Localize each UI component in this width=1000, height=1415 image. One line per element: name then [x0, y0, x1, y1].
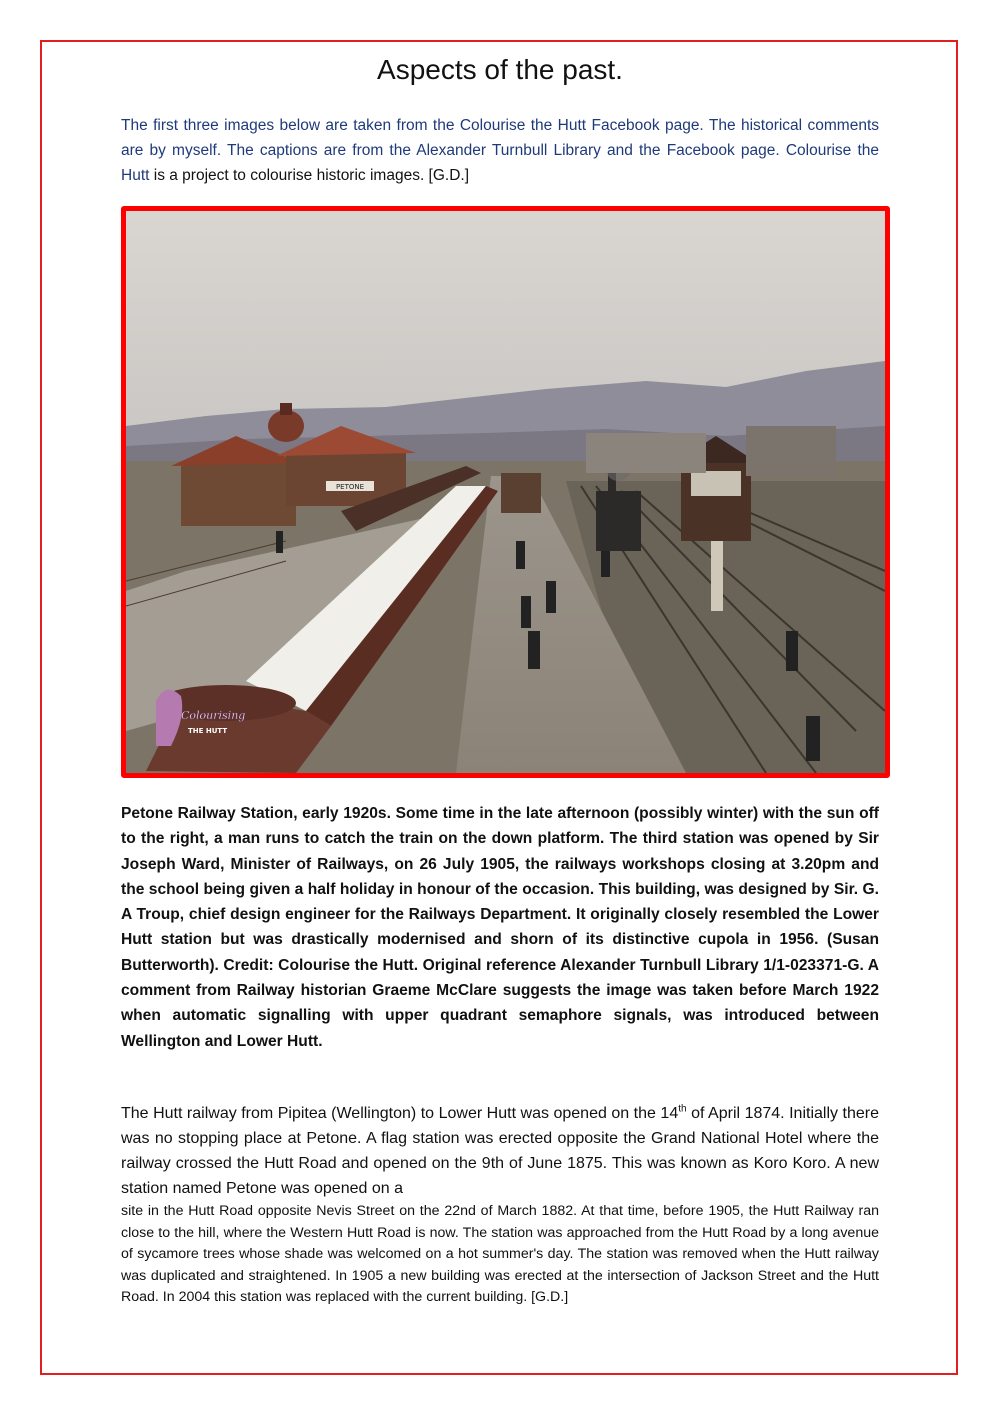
intro-text-end: is a project to colourise historic images. [G.D.] [149, 167, 470, 184]
photo-caption: Petone Railway Station, early 1920s. Some time in the late afternoon (possibly winter) with the sun off to the right, a man runs to catch the train on the down platform. The third station was opened by Sir Joseph Ward, Minister of Railways, on 26 July 1905, the railways workshops closing at 3.20pm and the school being given a half holiday in honour of the occasion. This building, was designed by Sir. G. A Troup, chief design engineer for the Railways Department. It originally closely resembled the Lower Hutt station but was drastically modernised and shorn of its distinctive cupola in 1956. (Susan Butterworth). Credit: Colourise the Hutt. Original reference Alexander Turnbull Library 1/1-023371-G. A comment from Railway historian Graeme McClare suggests the image was taken before March 1922 when automatic signalling with upper quadrant semaphore signals, was introduced between Wellington and Lower Hutt. [121, 805, 879, 1050]
intro-paragraph [121, 113, 879, 188]
petone-station-photo-illustration [126, 211, 885, 773]
station-sign: PETONE [335, 483, 365, 491]
page-title: Aspects of the past. [377, 54, 623, 85]
history-text [121, 1101, 879, 1309]
history-paragraph-1: The Hutt railway from Pipitea (Wellington) to Lower Hutt was opened on the 14th of April 1874. Initially there was no stopping place at Petone. A flag station was erected opposite the Grand National Hotel where the railway crossed the Hutt Road and opened on the 9th of June 1875. This was known as Koro Koro. A new station named Petone was opened on a [121, 1103, 879, 1197]
svg-text:THE HUTT: THE HUTT [188, 727, 228, 735]
intro-text: The first three images below are taken from the Colourise the Hutt Facebook page. The historical comments are by myself. The captions are from the Alexander Turnbull Library and the Facebook page. Colourise the Hutt [121, 117, 879, 184]
station-photo [121, 206, 890, 778]
history-paragraph-2: site in the Hutt Road opposite Nevis Street on the 22nd of March 1882. At that time, before 1905, the Hutt Railway ran close to the hill, where the Western Hutt Road is now. The station was approached from the Hutt Road by a long avenue of sycamore trees whose shade was welcomed on a hot summer's day. The station was removed when the Hutt railway was duplicated and straightened. In 1905 a new building was erected at the intersection of Jackson Street and the Hutt Road. In 2004 this station was replaced with the current building. [G.D.] [121, 1203, 879, 1305]
ordinal-suffix: th [678, 1103, 687, 1115]
svg-text:Colourising: Colourising [181, 709, 246, 722]
